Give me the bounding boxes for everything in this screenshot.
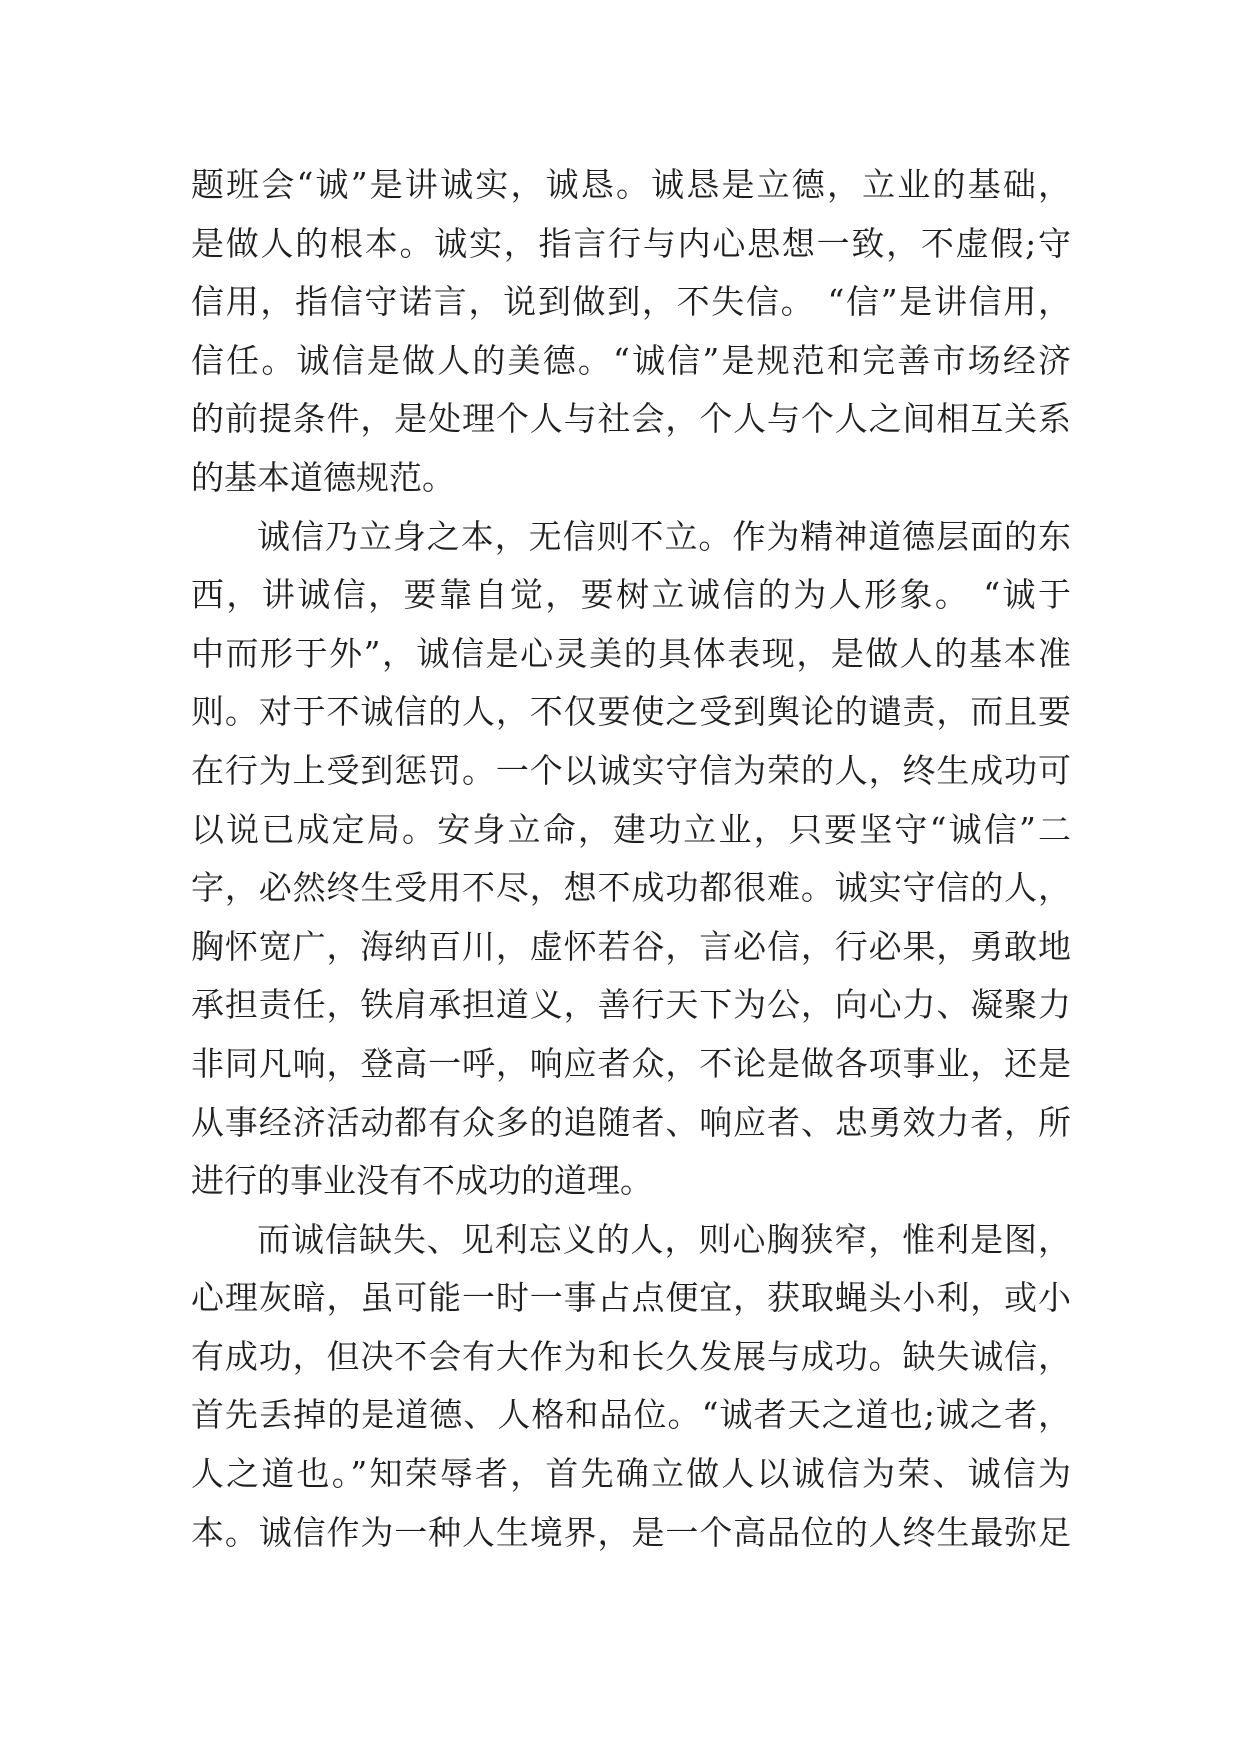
text-line: 非同凡响，登高一呼，响应者众，不论是做各项事业，还是 — [191, 1043, 1071, 1083]
text-line: 进行的事业没有不成功的道理。 — [191, 1161, 653, 1201]
text-line: 字，必然终生受用不尽，想不成功都很难。诚实守信的人， — [191, 868, 1071, 908]
document-body — [191, 156, 1071, 1562]
text-line: 胸怀宽广，海纳百川，虚怀若谷，言必信，行必果，勇敢地 — [191, 926, 1071, 966]
text-line: 中而形于外”，诚信是心灵美的具体表现，是做人的基本准 — [191, 633, 1071, 673]
text-line: 则。对于不诚信的人，不仅要使之受到舆论的谴责，而且要 — [191, 692, 1071, 732]
text-line: 人之道也。”知荣辱者，首先确立做人以诚信为荣、诚信为 — [191, 1454, 1071, 1494]
text-line: 而诚信缺失、见利忘义的人，则心胸狭窄，惟利是图， — [257, 1219, 1071, 1259]
text-line: 题班会“诚”是讲诚实，诚恳。诚恳是立德，立业的基础， — [191, 165, 1071, 204]
text-line: 是做人的根本。诚实，指言行与内心思想一致，不虚假;守 — [191, 223, 1071, 263]
text-line: 从事经济活动都有众多的追随者、响应者、忠勇效力者，所 — [191, 1102, 1071, 1142]
text-line: 以说已成定局。安身立命，建功立业，只要坚守“诚信”二 — [191, 809, 1071, 849]
text-line: 本。诚信作为一种人生境界，是一个高品位的人终生最弥足 — [191, 1512, 1071, 1552]
text-line: 心理灰暗，虽可能一时一事占点便宜，获取蝇头小利，或小 — [191, 1278, 1071, 1318]
text-line: 信用，指信守诺言，说到做到，不失信。 “信”是讲信用， — [191, 282, 1071, 322]
text-line: 诚信乃立身之本，无信则不立。作为精神道德层面的东 — [257, 516, 1071, 556]
text-line: 的前提条件，是处理个人与社会，个人与个人之间相互关系 — [191, 399, 1071, 439]
text-line: 信任。诚信是做人的美德。“诚信”是规范和完善市场经济 — [191, 340, 1071, 380]
text-line: 首先丢掉的是道德、人格和品位。“诚者天之道也;诚之者， — [191, 1395, 1071, 1435]
text-line: 承担责任，铁肩承担道义，善行天下为公，向心力、凝聚力 — [191, 985, 1071, 1025]
text-line: 的基本道德规范。 — [191, 457, 455, 497]
text-line: 有成功，但决不会有大作为和长久发展与成功。缺失诚信， — [191, 1336, 1071, 1376]
text-line: 西，讲诚信，要靠自觉，要树立诚信的为人形象。 “诚于 — [191, 575, 1071, 615]
text-line: 在行为上受到惩罚。一个以诚实守信为荣的人，终生成功可 — [191, 750, 1071, 790]
